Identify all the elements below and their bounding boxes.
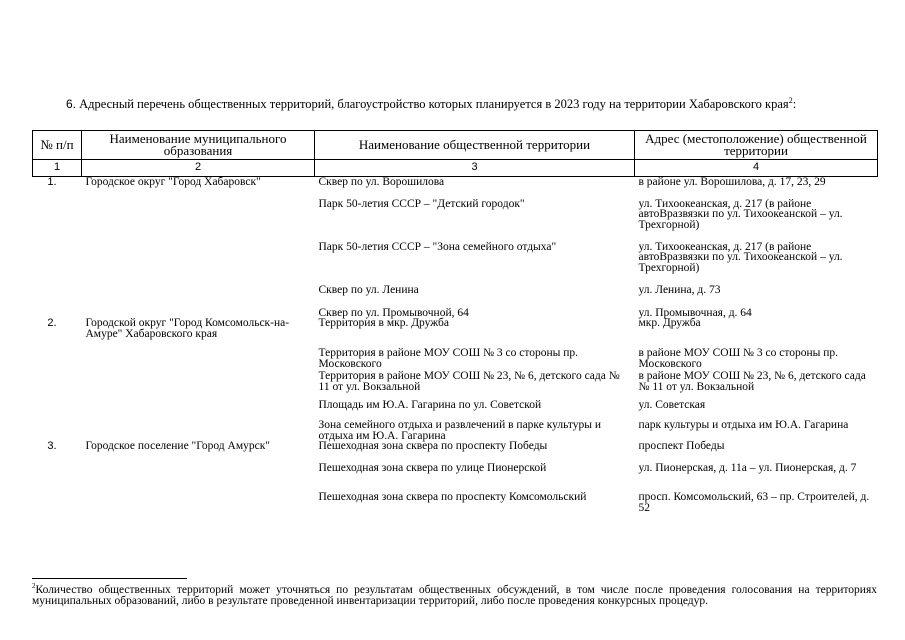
address-cell: ул. Советская	[638, 399, 706, 411]
address-cell: ул. Тихоокеанская, д. 217 (в районе автоВразвязки по ул. Тихоокеанской – ул. Трехгорной)	[638, 240, 843, 274]
municipality-cell	[82, 285, 315, 308]
address-cell: проспект Победы	[638, 440, 725, 452]
section-heading: 6. Адресный перечень общественных территорий, благоустройство которых планируется в 2023 году на территории Хабаровского края$^2$:	[66, 95, 797, 111]
municipality-cell	[82, 371, 315, 400]
column-number: 1	[33, 160, 82, 177]
territory-cell: Пешеходная зона сквера по проспекту Победы	[318, 440, 548, 452]
table-row	[33, 348, 878, 371]
address-cell: в районе ул. Ворошилова, д. 17, 23, 29	[638, 176, 826, 188]
footnote-marker: 2	[32, 582, 36, 591]
row-number	[33, 199, 82, 242]
row-number	[33, 348, 82, 371]
row-number	[33, 400, 82, 420]
table-row	[33, 285, 878, 308]
table-row	[33, 441, 878, 463]
municipality-cell	[82, 463, 315, 492]
table-row	[33, 318, 878, 348]
territory-cell: Территория в мкр. Дружба	[318, 317, 449, 329]
municipality-cell	[82, 199, 315, 242]
municipality-cell: Городское округ "Город Хабаровск"	[85, 176, 261, 188]
table-row	[33, 199, 878, 242]
territory-cell: Пешеходная зона сквера по проспекту Комсомольский	[318, 491, 587, 503]
footnote	[32, 582, 877, 607]
column-number: 4	[635, 160, 878, 177]
section-title: Адресный перечень общественных территорий, благоустройство которых планируется в 2023 году на территории Хабаровского края	[79, 97, 789, 111]
table-row	[33, 463, 878, 492]
row-number: 2.	[47, 317, 57, 329]
territory-cell: Сквер по ул. Ворошилова	[318, 176, 445, 188]
table-body	[33, 177, 878, 514]
address-cell: ул. Ленина, д. 73	[638, 283, 721, 296]
column-number-row	[33, 160, 878, 177]
territory-cell: Парк 50-летия СССР – "Зона семейного отдыха"	[318, 240, 557, 253]
municipality-cell	[82, 400, 315, 420]
municipality-cell: Городской округ "Город Комсомольск-на-Амуре" Хабаровского края	[85, 317, 290, 340]
row-number	[33, 371, 82, 400]
municipality-cell	[82, 348, 315, 371]
address-cell: в районе МОУ СОШ № 23, № 6, детского сада № 11 от ул. Вокзальной	[638, 370, 866, 393]
table-row	[33, 371, 878, 400]
address-cell: мкр. Дружба	[638, 317, 701, 329]
municipality-cell: Городское поселение "Город Амурск"	[85, 440, 270, 452]
table-row	[33, 492, 878, 513]
footnote-divider	[32, 578, 187, 579]
territory-cell: Территория в районе МОУ СОШ № 3 со стороны пр. Московского	[318, 347, 579, 370]
municipality-cell	[82, 420, 315, 441]
footnote-text: Количество общественных территорий может уточняться по результатам общественных обсуждений, в том числе после проведения голосования на территориях муниципальных образований, либо в результате проведенной инвентаризации территорий, либо после проведения конкурсных процедур.	[32, 584, 877, 607]
row-number	[33, 463, 82, 492]
territories-table	[32, 130, 878, 513]
address-cell: ул. Пионерская, д. 11а – ул. Пионерская, д. 7	[638, 462, 857, 474]
address-cell: просп. Комсомольский, 63 – пр. Строителей, д. 52	[638, 491, 870, 514]
territory-cell: Площадь им Ю.А. Гагарина по ул. Советской	[318, 399, 542, 411]
territory-cell: Сквер по ул. Промывочной, 64	[318, 306, 469, 319]
address-cell: ул. Тихоокеанская, д. 217 (в районе автоВразвязки по ул. Тихоокеанской – ул. Трехгорной)	[638, 197, 843, 231]
row-number	[33, 242, 82, 285]
territory-cell: Пешеходная зона сквера по улице Пионерской	[318, 462, 547, 474]
header-address: Адрес (местоположение) общественной территории	[635, 131, 878, 160]
row-number	[33, 492, 82, 513]
territory-cell: Сквер по ул. Ленина	[318, 283, 419, 296]
header-no: № п/п	[33, 131, 82, 160]
header-territory: Наименование общественной территории	[315, 131, 635, 160]
table-row	[33, 242, 878, 285]
territory-cell: Зона семейного отдыха и развлечений в парке культуры и отдыха им Ю.А. Гагарина	[318, 419, 602, 442]
table-row	[33, 177, 878, 199]
municipality-cell	[82, 242, 315, 285]
municipality-cell	[82, 492, 315, 513]
row-number	[33, 308, 82, 319]
table-header-row	[33, 131, 878, 160]
section-number: 6.	[66, 97, 77, 111]
table-row	[33, 400, 878, 420]
footnote-ref: 2	[788, 95, 793, 105]
column-number: 3	[315, 160, 635, 177]
row-number: 1.	[47, 176, 57, 188]
column-number: 2	[82, 160, 315, 177]
address-cell: ул. Промывочная, д. 64	[638, 306, 752, 319]
header-municipality: Наименование муниципального образования	[82, 131, 315, 160]
territory-cell: Парк 50-летия СССР – "Детский городок"	[318, 197, 525, 210]
row-number	[33, 285, 82, 308]
territory-cell: Территория в районе МОУ СОШ № 23, № 6, детского сада № 11 от ул. Вокзальной	[318, 370, 620, 393]
table-row	[33, 420, 878, 441]
address-cell: парк культуры и отдыха им Ю.А. Гагарина	[638, 419, 849, 431]
address-cell: в районе МОУ СОШ № 3 со стороны пр. Московского	[638, 347, 839, 370]
row-number: 3.	[47, 440, 57, 452]
row-number	[33, 420, 82, 441]
